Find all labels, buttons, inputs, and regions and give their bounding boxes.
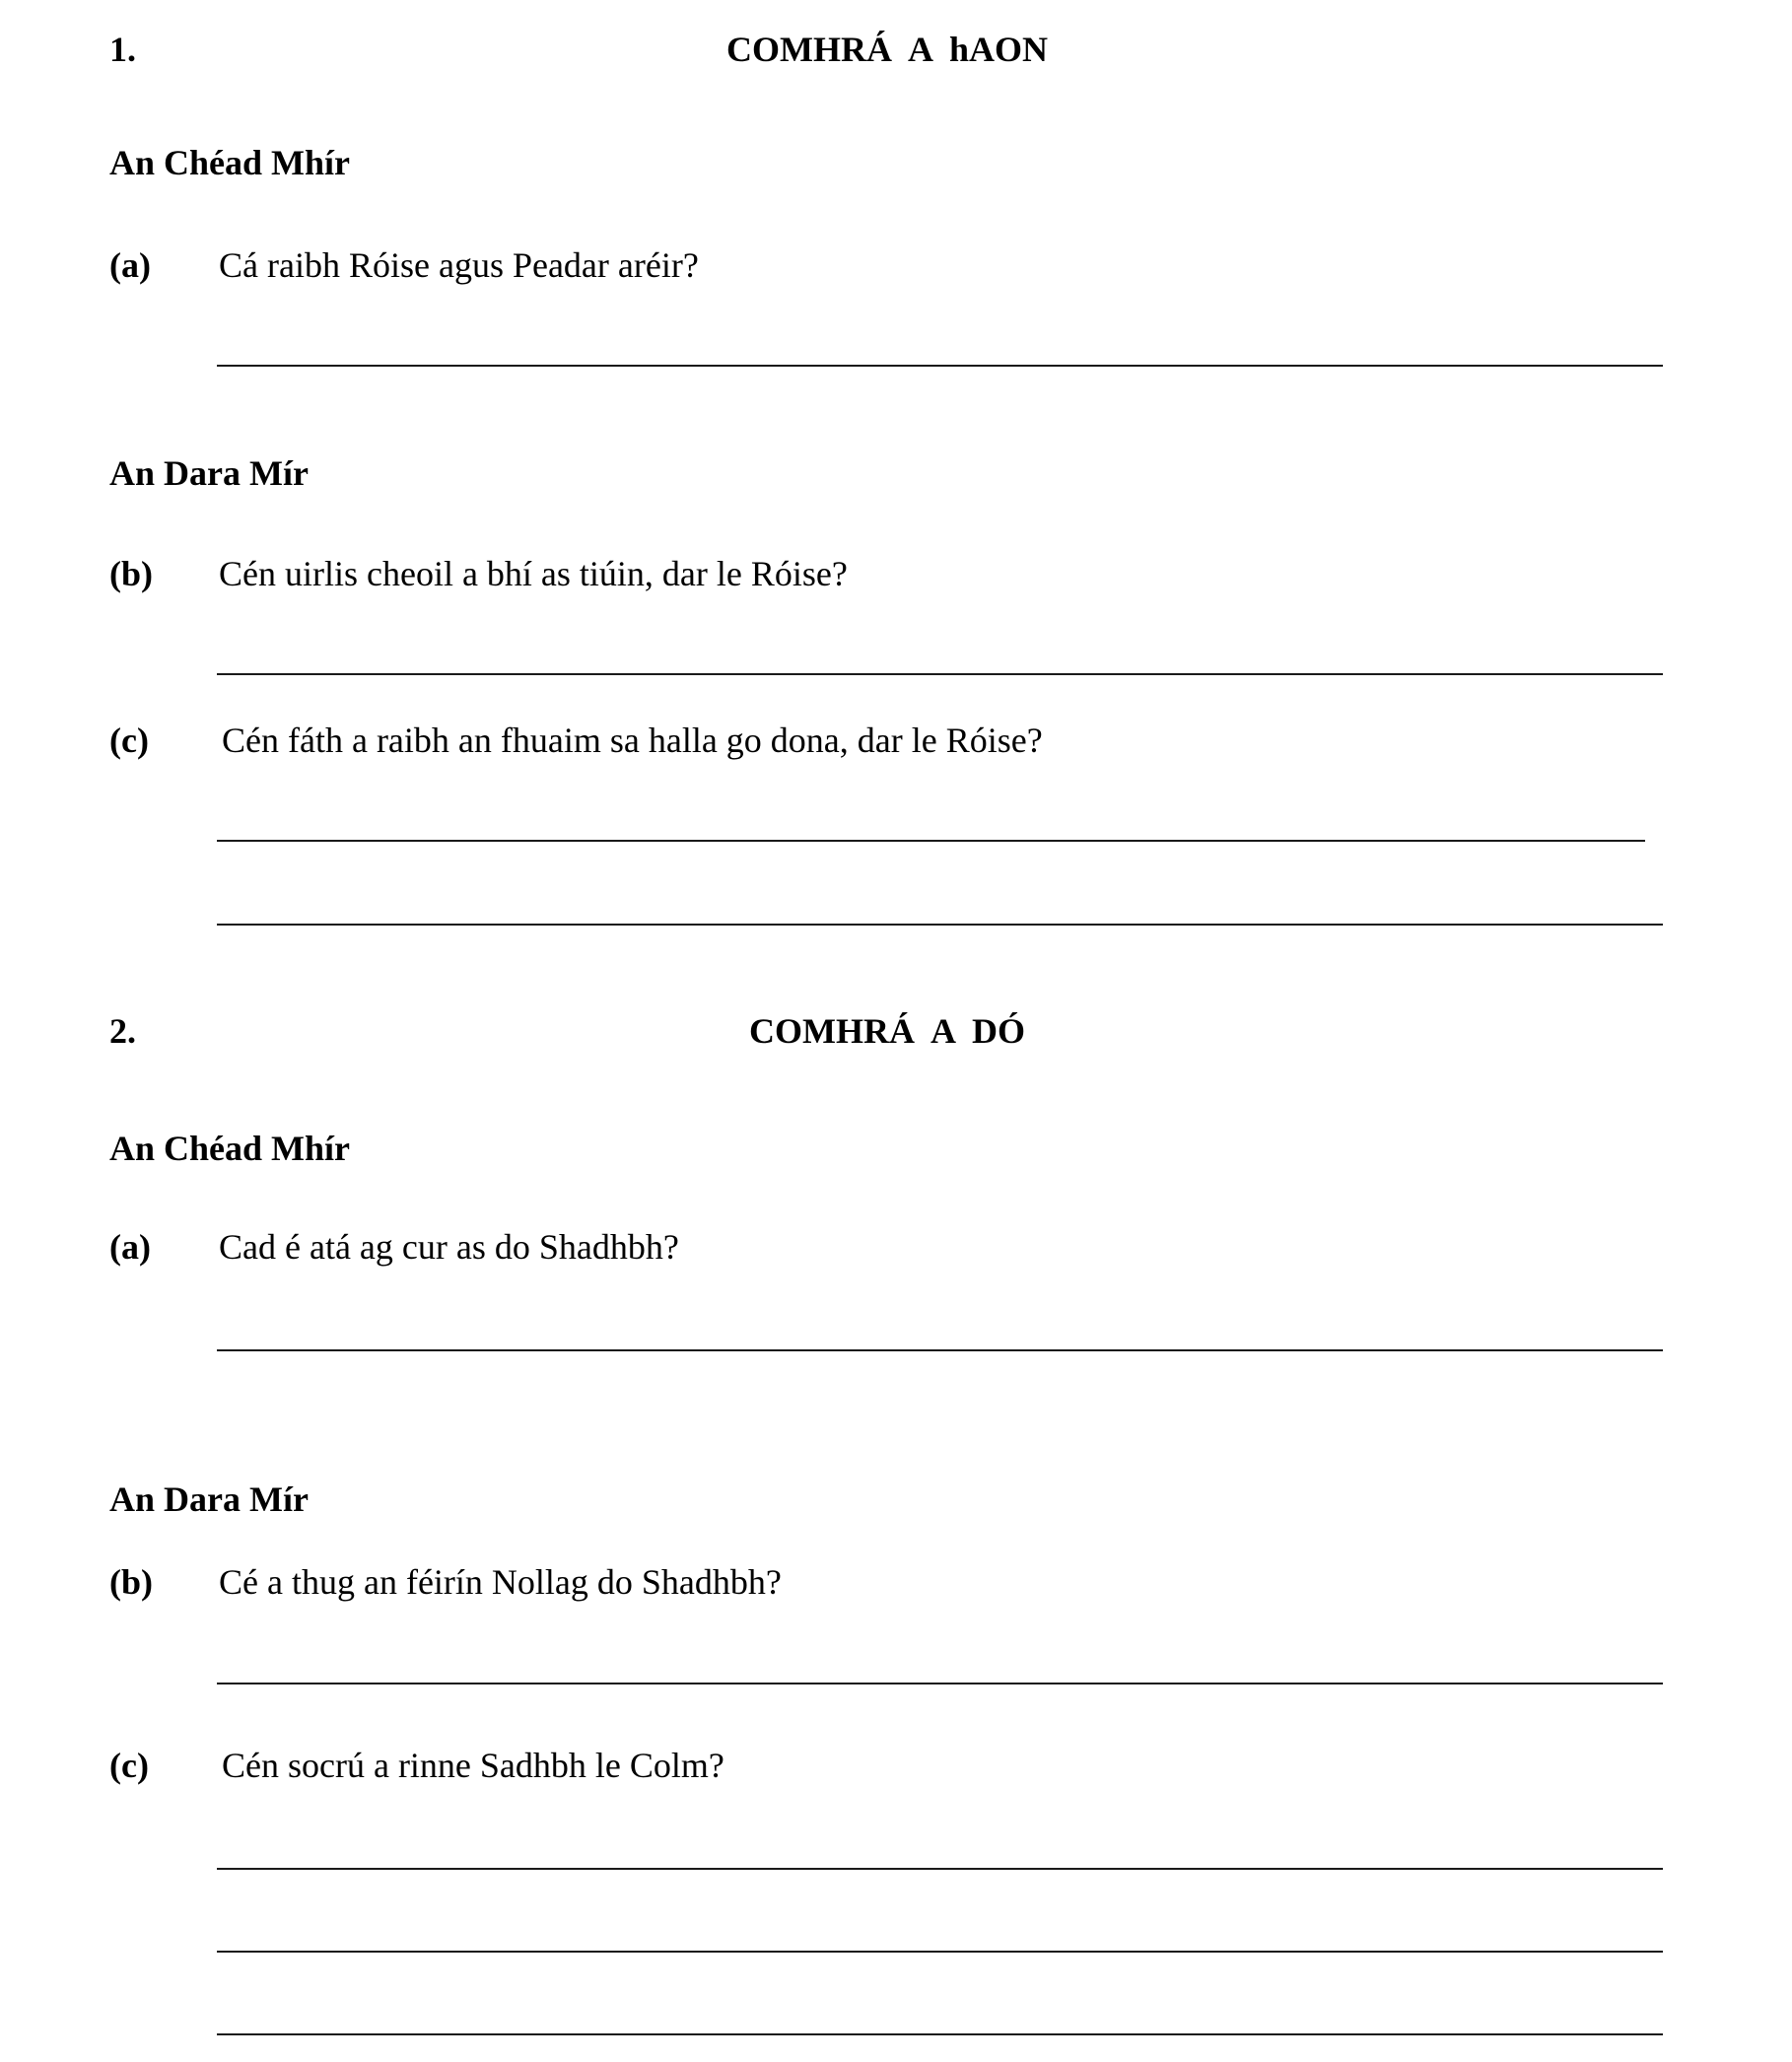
question-text: Cá raibh Róise agus Peadar aréir? (219, 245, 699, 285)
section-title: COMHRÁ A DÓ (748, 1011, 1025, 1051)
question-text: Cad é atá ag cur as do Shadhbh? (219, 1227, 679, 1267)
part-heading: An Dara Mír (109, 1479, 309, 1519)
answer-line[interactable] (217, 365, 1663, 367)
part-heading: An Dara Mír (109, 453, 309, 493)
question-label: (c) (109, 1746, 149, 1785)
answer-line[interactable] (217, 1683, 1663, 1684)
question-text: Cén socrú a rinne Sadhbh le Colm? (222, 1746, 724, 1785)
question-text: Cé a thug an féirín Nollag do Shadhbh? (219, 1562, 782, 1602)
question-label: (a) (109, 245, 151, 285)
question-text: Cén fáth a raibh an fhuaim sa halla go dona, dar le Róise? (222, 721, 1043, 760)
question-label: (b) (109, 1562, 153, 1602)
answer-line[interactable] (217, 840, 1645, 842)
part-heading: An Chéad Mhír (109, 1129, 351, 1168)
question-label: (b) (109, 554, 153, 593)
answer-line[interactable] (217, 2033, 1663, 2035)
question-label: (c) (109, 721, 149, 760)
section-title: COMHRÁ A hAON (725, 30, 1049, 69)
part-heading: An Chéad Mhír (109, 143, 351, 182)
section-number: 2. (109, 1011, 136, 1051)
answer-line[interactable] (217, 1951, 1663, 1953)
question-text: Cén uirlis cheoil a bhí as tiúin, dar le Róise? (219, 554, 848, 593)
answer-line[interactable] (217, 924, 1663, 926)
answer-line[interactable] (217, 1868, 1663, 1870)
answer-line[interactable] (217, 1349, 1663, 1351)
question-label: (a) (109, 1227, 151, 1267)
section-number: 1. (109, 30, 136, 69)
answer-line[interactable] (217, 673, 1663, 675)
